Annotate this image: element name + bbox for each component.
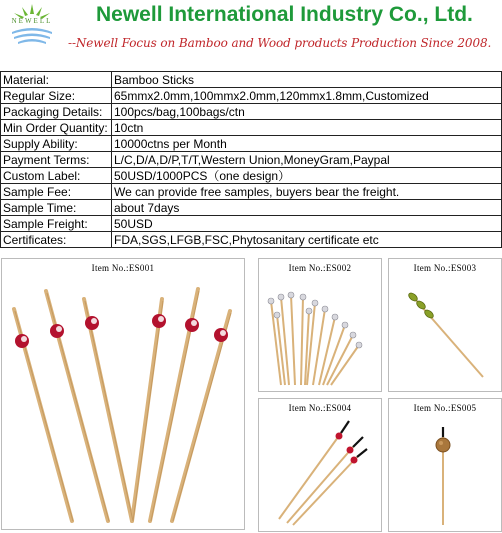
spec-row xyxy=(1,200,502,216)
spec-value: Bamboo Sticks xyxy=(112,72,502,88)
spec-row xyxy=(1,232,502,248)
spec-label: Custom Label: xyxy=(1,168,112,184)
header xyxy=(0,0,502,64)
spec-label: Sample Fee: xyxy=(1,184,112,200)
spec-label: Payment Terms: xyxy=(1,152,112,168)
spec-value: 100pcs/bag,100bags/ctn xyxy=(112,104,502,120)
product-caption: Item No.:ES004 xyxy=(288,403,352,413)
spec-row xyxy=(1,72,502,88)
product-caption: Item No.:ES002 xyxy=(288,263,352,273)
spec-label: Certificates: xyxy=(1,232,112,248)
product-panel-es002[interactable] xyxy=(258,258,382,392)
spec-row xyxy=(1,152,502,168)
bamboo-stick-green-knot-image xyxy=(389,259,501,391)
product-caption: Item No.:ES001 xyxy=(91,263,155,273)
spec-label: Regular Size: xyxy=(1,88,112,104)
spec-row xyxy=(1,120,502,136)
spec-value: L/C,D/A,D/P,T/T,Western Union,MoneyGram,Paypal xyxy=(112,152,502,168)
spec-value: 65mmx2.0mm,100mmx2.0mm,120mmx1.8mm,Customized xyxy=(112,88,502,104)
product-panel-es001[interactable] xyxy=(1,258,245,530)
product-panel-es005[interactable] xyxy=(388,398,502,532)
spec-label: Supply Ability: xyxy=(1,136,112,152)
spec-label: Material: xyxy=(1,72,112,88)
product-caption: Item No.:ES005 xyxy=(413,403,477,413)
bamboo-sticks-red-bead-image xyxy=(2,259,244,529)
spec-label: Sample Freight: xyxy=(1,216,112,232)
company-name: Newell International Industry Co., Ltd. xyxy=(96,3,473,26)
product-panel-es003[interactable] xyxy=(388,258,502,392)
tagline: --Newell Focus on Bamboo and Wood products Production Since 2008. xyxy=(68,36,492,50)
spec-row xyxy=(1,184,502,200)
logo-text: NEWELL xyxy=(11,17,53,25)
spec-table xyxy=(0,71,502,248)
spec-label: Packaging Details: xyxy=(1,104,112,120)
bamboo-stick-wood-disc-image xyxy=(389,399,501,531)
spec-value: FDA,SGS,LFGB,FSC,Phytosanitary certificate etc xyxy=(112,232,502,248)
spec-row xyxy=(1,88,502,104)
bamboo-sticks-silver-pearl-image xyxy=(259,259,381,391)
bamboo-sticks-black-red-bead-image xyxy=(259,399,381,531)
spec-value: 10000ctns per Month xyxy=(112,136,502,152)
spec-row xyxy=(1,168,502,184)
spec-value: about 7days xyxy=(112,200,502,216)
spec-value: 50USD/1000PCS（one design） xyxy=(112,168,502,184)
product-caption: Item No.:ES003 xyxy=(413,263,477,273)
spec-label: Sample Time: xyxy=(1,200,112,216)
spec-row xyxy=(1,104,502,120)
spec-value: We can provide free samples, buyers bear the freight. xyxy=(112,184,502,200)
spec-value: 10ctn xyxy=(112,120,502,136)
spec-row xyxy=(1,216,502,232)
spec-value: 50USD xyxy=(112,216,502,232)
product-panel-es004[interactable] xyxy=(258,398,382,532)
spec-label: Min Order Quantity: xyxy=(1,120,112,136)
spec-row xyxy=(1,136,502,152)
